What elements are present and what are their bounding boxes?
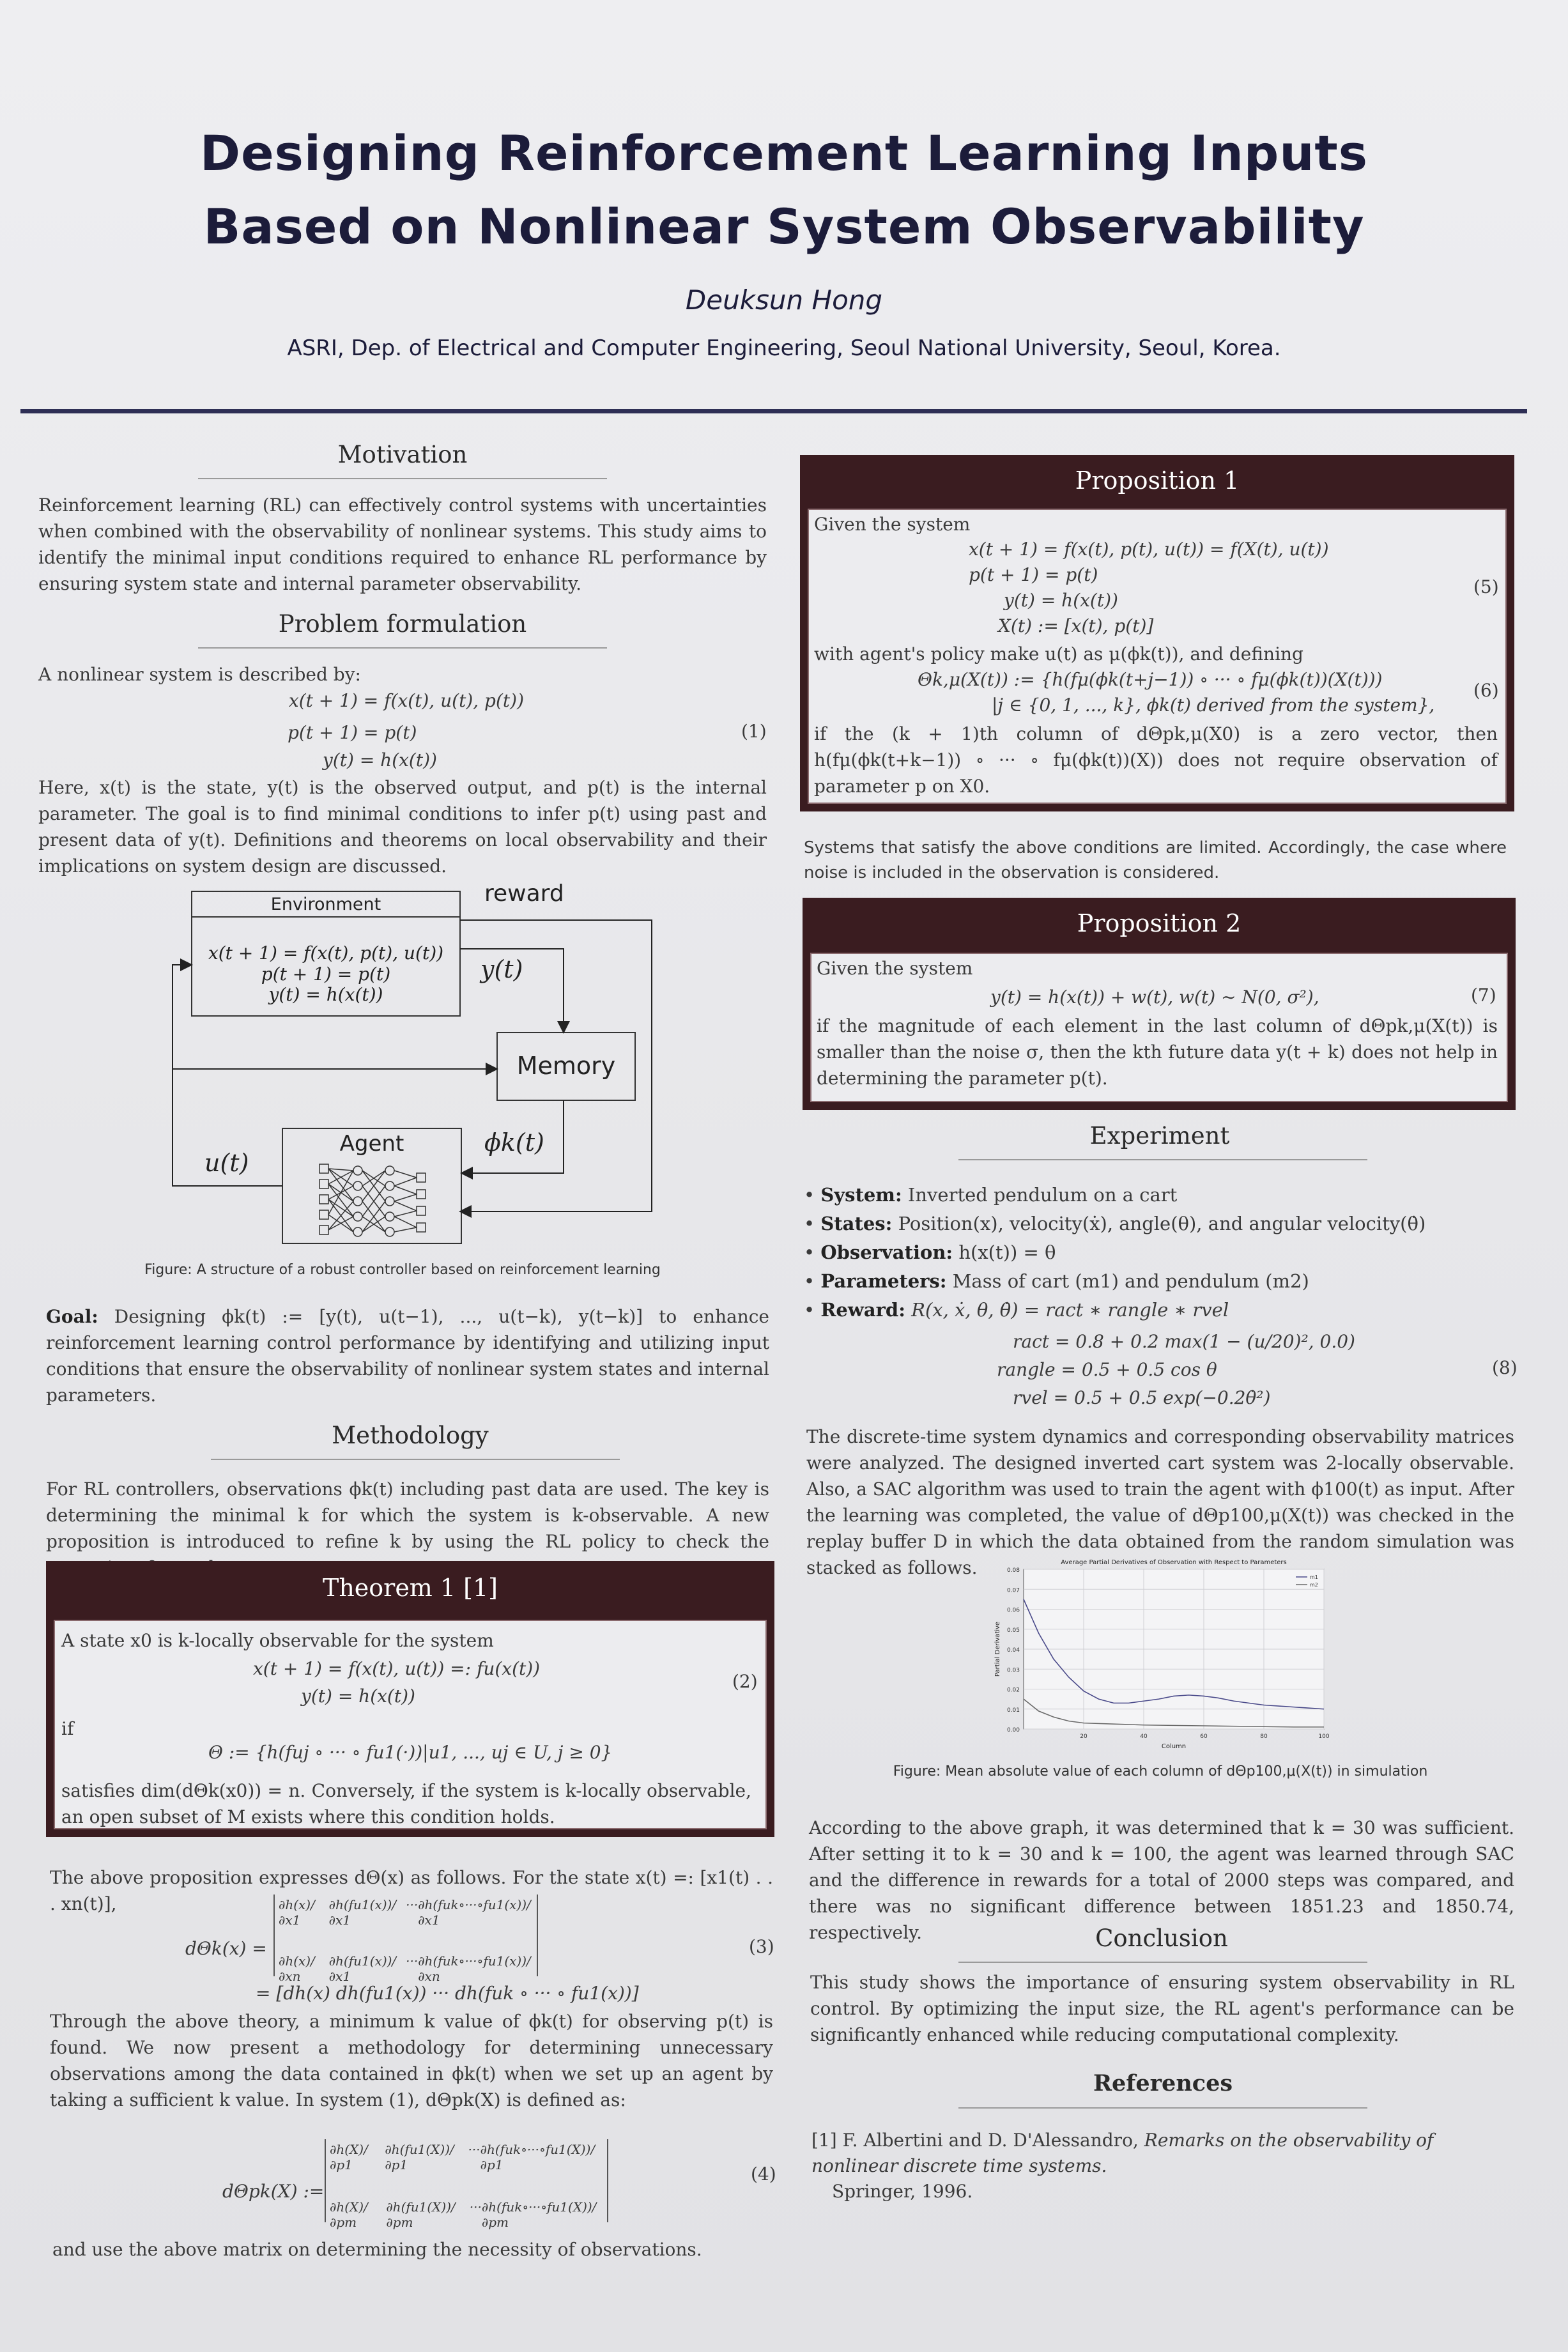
legend-label: m1 xyxy=(1310,1574,1318,1580)
x-tick-label: 100 xyxy=(1318,1733,1330,1740)
conclusion-heading: Conclusion xyxy=(1095,1925,1228,1952)
reference-publisher: Springer, 1996. xyxy=(832,2181,973,2202)
y-tick-label: 0.04 xyxy=(1006,1647,1020,1654)
eq3-row1 xyxy=(279,1897,534,1928)
proposition1-body xyxy=(808,509,1507,804)
prop1-number6: (6) xyxy=(1473,680,1499,701)
eq3-lhs: dΘk(x) = xyxy=(185,1938,267,1959)
matrix-cell: ∂h(X)/∂p1 xyxy=(330,2142,368,2172)
eq3-line2: = [dh(x) dh(fu1(x)) ··· dh(fuk ∘ ··· ∘ fu1(x))] xyxy=(256,1983,639,2004)
prop1-eq3: y(t) = h(x(t)) xyxy=(1004,590,1118,611)
legend-label: m2 xyxy=(1310,1582,1318,1588)
between-props-text: Systems that satisfy the above conditions are limited. Accordingly, the case where noise is included in the observation is considered. xyxy=(804,838,1507,882)
theorem1-conclusion: satisfies dim(dΘk(x0)) = n. Conversely, if the system is k-locally observable, an open subset of M exists where this condition holds. xyxy=(61,1780,751,1827)
x-tick-label: 40 xyxy=(1140,1733,1148,1740)
chart-svg xyxy=(990,1553,1335,1764)
eq4-lhs: dΘpk(X) := xyxy=(222,2181,325,2202)
after-theorem-text2: Through the above theory, a minimum k value of ϕk(t) for observing p(t) is found. We now present a methodology for determining unnecessary observations among the data contained in ϕk(t) when we set up an agent by taking a sufficient k value. In system (1), dΘpk(X) is defined as: xyxy=(50,2011,773,2110)
bullet-label: States: xyxy=(820,1213,893,1234)
title-line1: Designing Reinforcement Learning Inputs xyxy=(200,125,1368,181)
observability-chart xyxy=(990,1553,1335,1764)
prop1-eq1: x(t + 1) = f(x(t), p(t), u(t)) = f(X(t), u(t)) xyxy=(969,539,1329,560)
matrix-cell: ∂h(x)/∂xn xyxy=(279,1953,315,1984)
prop2-eq: y(t) = h(x(t)) + w(t), w(t) ∼ N(0, σ²), xyxy=(990,987,1319,1008)
matrix-cell: ∂h(fu1(X))/∂p1 xyxy=(385,2142,454,2172)
prop1-number5: (5) xyxy=(1473,576,1499,597)
reference-item xyxy=(811,2128,1514,2204)
bullet-label: Parameters: xyxy=(820,1270,947,1292)
matrix-cell: ∂h(fu1(x))/∂x1 xyxy=(328,1953,397,1984)
eq8-line2: rangle = 0.5 + 0.5 cos θ xyxy=(997,1359,1217,1380)
reward-label: reward xyxy=(484,880,564,907)
matrix-cell: ··· xyxy=(406,1953,419,1969)
matrix-cell: ∂h(fu1(x))/∂x1 xyxy=(328,1897,397,1928)
section-rule xyxy=(958,1962,1367,1963)
eq8-line3: rvel = 0.5 + 0.5 exp(−0.2θ̇²) xyxy=(1013,1387,1271,1408)
experiment-heading: Experiment xyxy=(1089,1122,1230,1149)
bullet-text: Position(x), velocity(ẋ), angle(θ), and angular velocity(θ̇) xyxy=(898,1213,1426,1234)
bullet-label: Observation: xyxy=(820,1241,953,1263)
matrix-cell: ∂h(fuk∘···∘fu1(X))/∂p1 xyxy=(480,2142,596,2172)
bullet-text: h(x(t)) = θ xyxy=(958,1241,1056,1263)
eq1-line2: p(t + 1) = p(t) xyxy=(288,722,417,743)
matrix-cell: ∂h(X)/∂pm xyxy=(330,2199,368,2230)
eq3-row2 xyxy=(279,1953,534,1984)
matrix-cell: ∂h(fuk∘···∘fu1(x))/∂x1 xyxy=(418,1897,531,1928)
y-tick-label: 0.07 xyxy=(1006,1587,1020,1594)
matrix-cell: ··· xyxy=(469,2199,482,2215)
bullet-label: System: xyxy=(820,1184,902,1206)
theorem1-body xyxy=(54,1620,767,1829)
motivation-text: Reinforcement learning (RL) can effectively control systems with uncertainties when combined with the observability of nonlinear systems. This study aims to identify the minimal input conditions required to enhance RL performance by ensuring system state and internal parameter observability. xyxy=(38,495,767,594)
theorem1-eq2: y(t) = h(x(t)) xyxy=(301,1686,415,1707)
environment-label: Environment xyxy=(270,895,381,914)
goal-text: Designing ϕk(t) := [y(t), u(t−1), ..., u(t−k), y(t−k)] to enhance reinforcement learning control performance by identifying and utilizing input conditions that ensure the observability of nonlinear system states and internal parameters. xyxy=(46,1306,769,1406)
proposition1-box xyxy=(800,455,1514,811)
section-rule xyxy=(958,2107,1367,2109)
x-tick-label: 60 xyxy=(1200,1733,1208,1740)
problem-heading: Problem formulation xyxy=(278,610,527,638)
prop2-conclusion: if the magnitude of each element in the last column of dΘpk,μ(X(t)) is smaller than the noise σ, then the kth future data y(t + k) does not help in determining the parameter p(t). xyxy=(817,1015,1498,1089)
problem-intro: A nonlinear system is described by: xyxy=(38,664,361,685)
phi-label: ϕk(t) xyxy=(484,1128,544,1157)
experiment-bullet: • Reward: R(x, ẋ, θ, θ̇) = ract ∗ rangle ∗ rvel xyxy=(804,1299,1229,1321)
prop1-eq6-line2: |j ∈ {0, 1, ..., k}, ϕk(t) derived from the system}, xyxy=(992,695,1435,716)
y-label: y(t) xyxy=(480,955,523,983)
x-tick-label: 20 xyxy=(1080,1733,1088,1740)
chart-caption: Figure: Mean absolute value of each column of dΘp100,μ(X(t)) in simulation xyxy=(893,1764,1428,1779)
env-eq2: p(t + 1) = p(t) xyxy=(261,964,391,985)
memory-label: Memory xyxy=(516,1052,616,1080)
experiment-bullet: • Parameters: Mass of cart (m1) and pendulum (m2) xyxy=(804,1270,1309,1292)
theorem1-title: Theorem 1 [1] xyxy=(322,1574,498,1602)
eq4-row2 xyxy=(330,2199,604,2230)
eq3-number: (3) xyxy=(749,1936,774,1957)
prop2-given: Given the system xyxy=(817,958,973,979)
bullet-label: Reward: xyxy=(820,1299,905,1321)
eq1-number: (1) xyxy=(741,721,767,742)
eq4-number: (4) xyxy=(751,2164,776,2185)
prop1-eq6-line1: Θk,μ(X(t)) := {h(fμ(ϕk(t+j−1)) ∘ ··· ∘ fμ(ϕk(t))(X(t))) xyxy=(918,669,1383,690)
env-eq3: y(t) = h(x(t)) xyxy=(268,984,383,1005)
reference-authors: F. Albertini and D. D'Alessandro, xyxy=(842,2130,1139,2151)
matrix-cell: ∂h(fuk∘···∘fu1(X))/∂pm xyxy=(481,2199,597,2230)
y-tick-label: 0.06 xyxy=(1006,1607,1020,1614)
y-tick-label: 0.02 xyxy=(1006,1687,1020,1694)
diagram-caption: Figure: A structure of a robust controller based on reinforcement learning xyxy=(144,1262,661,1278)
matrix-cell: ∂h(fu1(X))/∂pm xyxy=(386,2199,456,2230)
proposition2-box xyxy=(803,898,1516,1110)
matrix-cell: ··· xyxy=(406,1897,419,1912)
experiment-text: The discrete-time system dynamics and corresponding observability matrices were analyzed. The designed inverted cart system was 2-locally observable. Also, a SAC algorithm was used to train the agent with ϕ100(t) as input. After the learning was completed, the value of dΘp100,μ(X(t)) was checked in the replay buffer D in which the data obtained from the random simulation was stacked as follows. xyxy=(806,1426,1515,1578)
u-label: u(t) xyxy=(204,1149,249,1177)
bullet-text: Inverted pendulum on a cart xyxy=(907,1184,1178,1206)
eq3-matrix xyxy=(273,1895,538,1984)
theorem1-line1: A state x0 is k-locally observable for the system xyxy=(61,1630,494,1651)
experiment-bullet: • System: Inverted pendulum on a cart xyxy=(804,1184,1178,1206)
bullet-text: Mass of cart (m1) and pendulum (m2) xyxy=(952,1270,1309,1292)
matrix-cell: ∂h(x)/∂x1 xyxy=(279,1897,315,1928)
motivation-heading: Motivation xyxy=(337,441,468,468)
section-rule xyxy=(198,647,607,649)
y-tick-label: 0.08 xyxy=(1006,1567,1020,1574)
x-tick-label: 80 xyxy=(1260,1733,1268,1740)
eq8-number: (8) xyxy=(1492,1357,1518,1378)
section-rule xyxy=(198,478,607,479)
prop1-conclusion: if the (k + 1)th column of dΘpk,μ(X0) is a zero vector, then h(fμ(ϕk(t+k−1)) ∘ ··· ∘ fμ(ϕk(t))(X)) does not require observation of parameter p on X0. xyxy=(814,723,1498,797)
experiment-text2: According to the above graph, it was determined that k = 30 was sufficient. After setting it to k = 30 and k = 100, the agent was learned through SAC and the difference in rewards for a total of 2000 steps was compared, and there was no significant difference between 1851.23 and 1850.74, respectively. xyxy=(809,1817,1514,1943)
section-rule xyxy=(958,1159,1367,1160)
prop1-given: Given the system xyxy=(814,514,971,535)
y-tick-label: 0.01 xyxy=(1006,1707,1020,1714)
prop2-number: (7) xyxy=(1471,985,1496,1006)
methodology-text: For RL controllers, observations ϕk(t) including past data are used. The key is determining the minimal k for which the system is k-observable. A new proposition is introduced to refine k by using the RL policy to check the xyxy=(46,1479,769,1552)
proposition2-body xyxy=(810,953,1508,1102)
eq1-line1: x(t + 1) = f(x(t), u(t), p(t)) xyxy=(288,690,524,711)
prop1-eq4: X(t) := [x(t), p(t)] xyxy=(998,615,1154,636)
methodology-heading: Methodology xyxy=(332,1422,489,1449)
reference-number: [1] xyxy=(811,2130,837,2151)
eq8-line1: ract = 0.8 + 0.2 max(1 − (u/20)², 0.0) xyxy=(1013,1331,1355,1352)
y-axis-label: Partial Derivative xyxy=(994,1621,1001,1677)
proposition2-title: Proposition 2 xyxy=(1077,909,1241,937)
bullet-text: R(x, ẋ, θ, θ̇) = ract ∗ rangle ∗ rvel xyxy=(911,1299,1229,1321)
goal-label: Goal: xyxy=(46,1306,98,1327)
eq1-line3: y(t) = h(x(t)) xyxy=(323,749,437,771)
conclusion-text: This study shows the importance of ensuring system observability in RL control. By optimizing the input size, the RL agent's performance can be significantly enhanced while reducing computational complexity. xyxy=(810,1972,1514,2045)
references-heading: References xyxy=(1093,2070,1233,2096)
prop1-policy: with agent's policy make u(t) as μ(ϕk(t)), and defining xyxy=(814,643,1303,665)
theorem1-if: if xyxy=(61,1718,74,1739)
chart-title: Average Partial Derivatives of Observation with Respect to Parameters xyxy=(1061,1559,1287,1566)
y-tick-label: 0.00 xyxy=(1006,1727,1020,1733)
theorem1-number: (2) xyxy=(732,1671,758,1692)
matrix-cell: ∂h(fuk∘···∘fu1(x))/∂xn xyxy=(418,1953,531,1984)
reference-title: Remarks on the observability of nonlinear discrete time systems. xyxy=(811,2130,1434,2176)
env-eq1: x(t + 1) = f(x(t), p(t), u(t)) xyxy=(208,942,444,964)
eq4-matrix xyxy=(325,2139,608,2230)
eq4-row1 xyxy=(330,2142,604,2172)
proposition1-title: Proposition 1 xyxy=(1075,466,1240,495)
theorem1-theta: Θ := {h(fuj ∘ ··· ∘ fu1(·))|u1, ..., uj ∈ U, j ≥ 0} xyxy=(208,1742,613,1763)
goal-paragraph xyxy=(46,1303,769,1408)
experiment-bullet: • Observation: h(x(t)) = θ xyxy=(804,1241,1056,1263)
theorem1-box xyxy=(46,1561,774,1837)
matrix-cell: ··· xyxy=(468,2142,480,2157)
section-rule xyxy=(211,1459,620,1460)
prop1-eq2: p(t + 1) = p(t) xyxy=(969,564,1098,585)
problem-text: Here, x(t) is the state, y(t) is the observed output, and p(t) is the internal parameter. The goal is to find minimal conditions to infer p(t) using past and present data of y(t). Definitions and theorems on local observability and their implications on system design are discussed. xyxy=(38,777,767,877)
experiment-bullet: • States: Position(x), velocity(ẋ), angle(θ), and angular velocity(θ̇) xyxy=(804,1213,1426,1234)
after-theorem-text3: and use the above matrix on determining the necessity of observations. xyxy=(52,2239,702,2260)
y-tick-label: 0.05 xyxy=(1006,1627,1020,1634)
title-line2: Based on Nonlinear System Observability xyxy=(203,198,1365,255)
author: Deuksun Hong xyxy=(685,284,883,316)
after-theorem-text1: The above proposition expresses dΘ(x) as follows. For the state x(t) =: [x1(t) . . . xn(t)], xyxy=(50,1867,773,1914)
x-axis-label: Column xyxy=(1161,1743,1187,1750)
agent-label: Agent xyxy=(339,1131,404,1157)
y-tick-label: 0.03 xyxy=(1006,1667,1020,1674)
rl-structure-diagram xyxy=(166,875,665,1252)
theorem1-eq1: x(t + 1) = f(x(t), u(t)) =: fu(x(t)) xyxy=(253,1658,541,1679)
affiliation: ASRI, Dep. of Electrical and Computer Engineering, Seoul National University, Seoul, Korea. xyxy=(287,335,1281,361)
header-rule xyxy=(20,409,1527,413)
